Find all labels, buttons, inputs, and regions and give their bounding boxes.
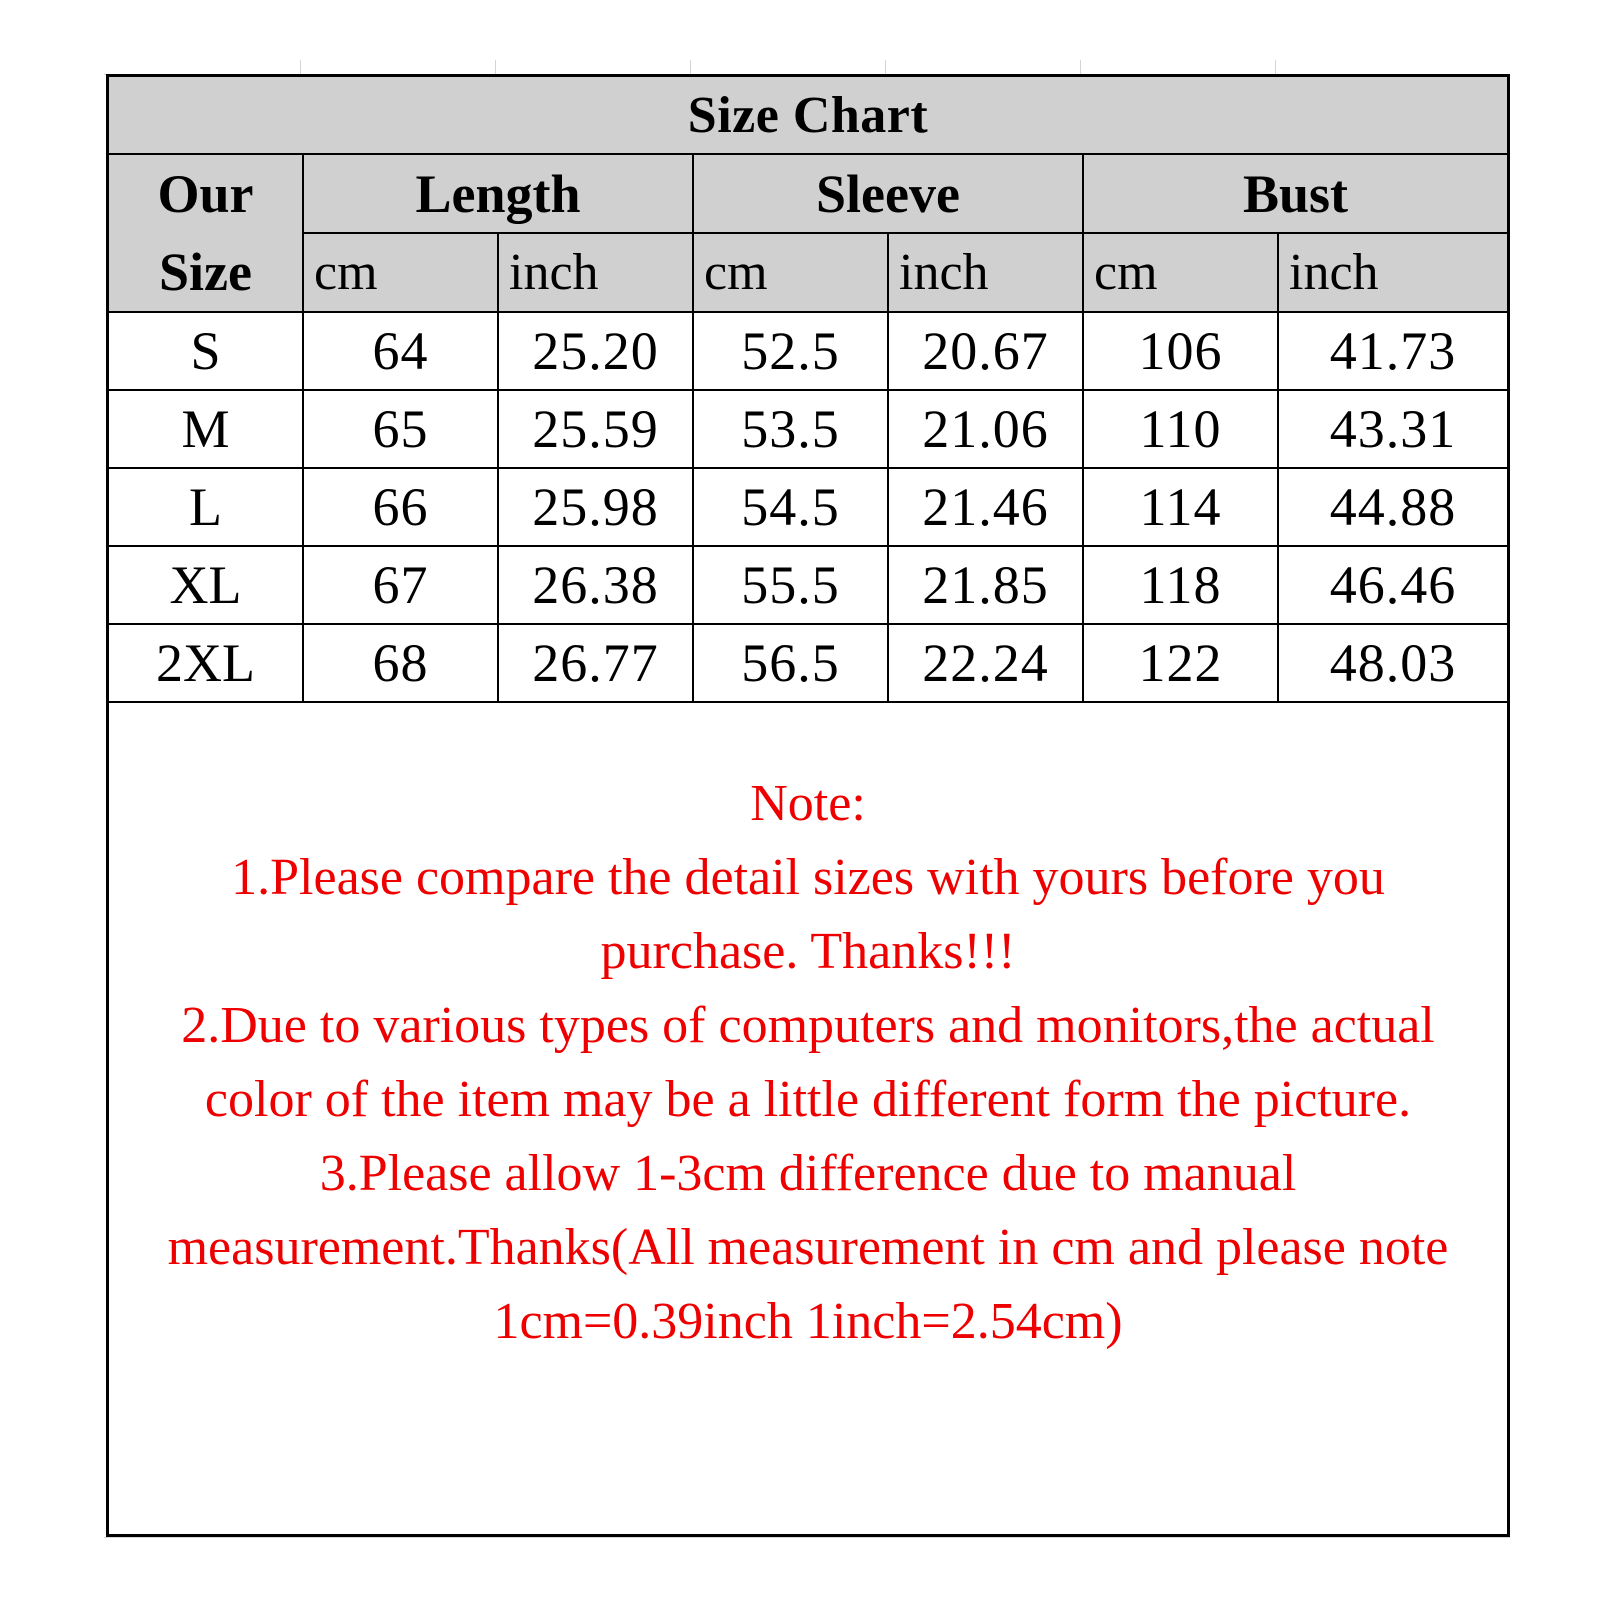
table-cell: 122 <box>1083 624 1278 702</box>
table-cell: 46.46 <box>1278 546 1507 624</box>
size-label: L <box>109 468 303 546</box>
notes-section <box>109 767 1507 1359</box>
table-row <box>109 546 1507 624</box>
table-cell: 65 <box>303 390 498 468</box>
our-size-header-line2: Size <box>159 242 252 302</box>
unit-header: cm <box>303 233 498 312</box>
unit-header: cm <box>1083 233 1278 312</box>
table-cell: 114 <box>1083 468 1278 546</box>
chart-title: Size Chart <box>109 77 1507 154</box>
notes-heading: Note: <box>750 775 866 832</box>
table-cell: 26.38 <box>498 546 693 624</box>
unit-header: inch <box>888 233 1083 312</box>
table-cell: 25.59 <box>498 390 693 468</box>
size-label: M <box>109 390 303 468</box>
gridline <box>690 60 691 74</box>
table-cell: 48.03 <box>1278 624 1507 702</box>
size-label: XL <box>109 546 303 624</box>
table-cell: 44.88 <box>1278 468 1507 546</box>
unit-header: inch <box>1278 233 1507 312</box>
table-cell: 41.73 <box>1278 312 1507 390</box>
table-cell: 22.24 <box>888 624 1083 702</box>
table-cell: 52.5 <box>693 312 888 390</box>
note-item: 2.Due to various types of computers and monitors,the actual color of the item may be a little different form the picture. <box>181 997 1435 1128</box>
size-label: 2XL <box>109 624 303 702</box>
table-cell: 67 <box>303 546 498 624</box>
our-size-header <box>109 154 303 312</box>
table-cell: 21.06 <box>888 390 1083 468</box>
table-cell: 21.46 <box>888 468 1083 546</box>
gridline <box>1080 60 1081 74</box>
table-cell: 21.85 <box>888 546 1083 624</box>
table-row <box>109 624 1507 702</box>
size-chart-sheet <box>106 74 1510 1537</box>
table-cell: 118 <box>1083 546 1278 624</box>
table-row <box>109 312 1507 390</box>
table-cell: 53.5 <box>693 390 888 468</box>
sleeve-header: Sleeve <box>693 154 1083 233</box>
unit-header: cm <box>693 233 888 312</box>
note-item: 1.Please compare the detail sizes with yours before you purchase. Thanks!!! <box>231 849 1385 980</box>
table-cell: 25.98 <box>498 468 693 546</box>
size-label: S <box>109 312 303 390</box>
gridline <box>300 60 301 74</box>
table-cell: 68 <box>303 624 498 702</box>
table-cell: 25.20 <box>498 312 693 390</box>
table-cell: 26.77 <box>498 624 693 702</box>
size-chart-table <box>109 77 1507 703</box>
unit-header: inch <box>498 233 693 312</box>
table-cell: 56.5 <box>693 624 888 702</box>
table-cell: 20.67 <box>888 312 1083 390</box>
table-cell: 43.31 <box>1278 390 1507 468</box>
table-cell: 55.5 <box>693 546 888 624</box>
table-cell: 54.5 <box>693 468 888 546</box>
length-header: Length <box>303 154 693 233</box>
table-cell: 106 <box>1083 312 1278 390</box>
gridline <box>1275 60 1276 74</box>
table-cell: 64 <box>303 312 498 390</box>
our-size-header-line1: Our <box>157 164 254 224</box>
table-cell: 66 <box>303 468 498 546</box>
table-row <box>109 468 1507 546</box>
table-row <box>109 390 1507 468</box>
gridline <box>104 1537 1510 1538</box>
gridline <box>495 60 496 74</box>
gridline <box>885 60 886 74</box>
bust-header: Bust <box>1083 154 1507 233</box>
note-item: 3.Please allow 1-3cm difference due to manual measurement.Thanks(All measurement in cm and please note 1cm=0.39inch 1inch=2.54cm) <box>167 1145 1449 1350</box>
table-cell: 110 <box>1083 390 1278 468</box>
